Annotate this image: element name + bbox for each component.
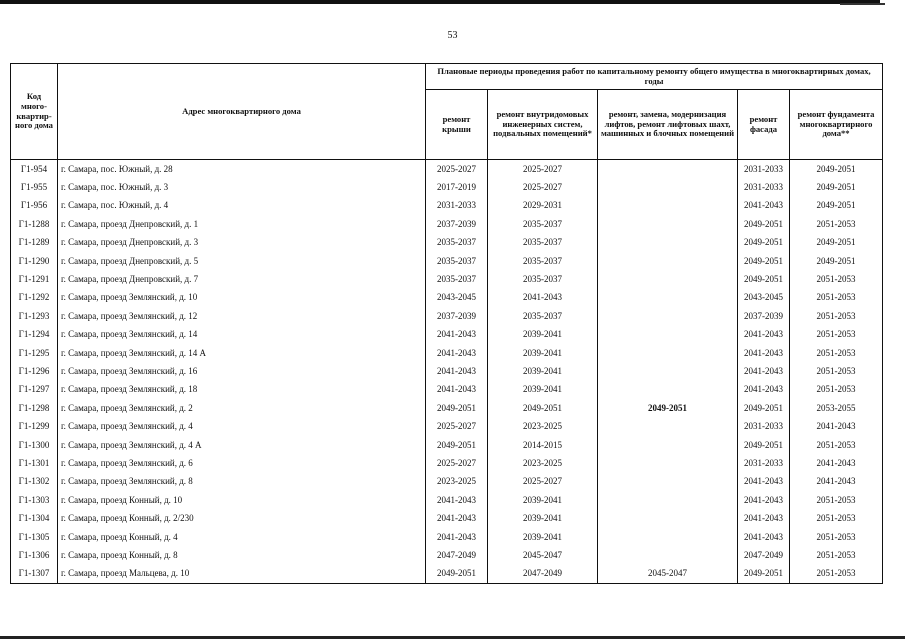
- row-address: г. Самара, проезд Днепровский, д. 1: [58, 215, 426, 233]
- row-roof: 2049-2051: [426, 436, 488, 454]
- row-foundation: 2049-2051: [790, 197, 883, 215]
- row-code: Г1-955: [11, 178, 58, 196]
- row-code: Г1-1305: [11, 528, 58, 546]
- row-foundation: 2049-2051: [790, 178, 883, 196]
- row-code: Г1-1301: [11, 454, 58, 472]
- row-foundation: 2051-2053: [790, 289, 883, 307]
- row-roof: 2031-2033: [426, 197, 488, 215]
- header-code: Код много-квартир-ного дома: [11, 64, 58, 160]
- row-internal: 2049-2051: [488, 399, 598, 417]
- row-lifts: [598, 509, 738, 527]
- row-lifts: [598, 546, 738, 564]
- row-address: г. Самара, проезд Днепровский, д. 5: [58, 252, 426, 270]
- row-facade: 2041-2043: [738, 509, 790, 527]
- row-lifts: [598, 381, 738, 399]
- table-row: [11, 289, 883, 307]
- row-address: г. Самара, пос. Южный, д. 3: [58, 178, 426, 196]
- row-internal: 2035-2037: [488, 215, 598, 233]
- row-facade: 2041-2043: [738, 344, 790, 362]
- row-roof: 2035-2037: [426, 252, 488, 270]
- row-facade: 2041-2043: [738, 381, 790, 399]
- row-facade: 2037-2039: [738, 307, 790, 325]
- row-foundation: 2051-2053: [790, 436, 883, 454]
- row-facade: 2041-2043: [738, 326, 790, 344]
- row-foundation: 2041-2043: [790, 417, 883, 435]
- header-roof: ремонт крыши: [426, 90, 488, 160]
- row-lifts: [598, 473, 738, 491]
- row-internal: 2039-2041: [488, 344, 598, 362]
- row-roof: 2017-2019: [426, 178, 488, 196]
- row-lifts: [598, 454, 738, 472]
- table-row: [11, 546, 883, 564]
- row-facade: 2031-2033: [738, 178, 790, 196]
- row-facade: 2041-2043: [738, 473, 790, 491]
- row-lifts: [598, 160, 738, 179]
- row-internal: 2014-2015: [488, 436, 598, 454]
- row-code: Г1-1307: [11, 565, 58, 584]
- row-address: г. Самара, проезд Землянский, д. 2: [58, 399, 426, 417]
- row-internal: 2035-2037: [488, 252, 598, 270]
- row-internal: 2029-2031: [488, 197, 598, 215]
- row-roof: 2037-2039: [426, 215, 488, 233]
- row-roof: 2041-2043: [426, 362, 488, 380]
- row-foundation: 2051-2053: [790, 215, 883, 233]
- row-roof: 2049-2051: [426, 399, 488, 417]
- table-body: [11, 160, 883, 584]
- row-address: г. Самара, проезд Конный, д. 2/230: [58, 509, 426, 527]
- row-roof: 2037-2039: [426, 307, 488, 325]
- row-lifts: [598, 197, 738, 215]
- row-lifts: [598, 270, 738, 288]
- header-foundation-text: ремонт фундамента многоквартирного дома**: [797, 108, 875, 139]
- row-roof: 2041-2043: [426, 326, 488, 344]
- row-foundation: 2051-2053: [790, 509, 883, 527]
- row-facade: 2049-2051: [738, 565, 790, 584]
- row-code: Г1-1296: [11, 362, 58, 380]
- page-number: 53: [447, 30, 458, 41]
- row-foundation: 2051-2053: [790, 270, 883, 288]
- row-address: г. Самара, проезд Землянский, д. 4 А: [58, 436, 426, 454]
- row-internal: 2039-2041: [488, 381, 598, 399]
- row-internal: 2047-2049: [488, 565, 598, 584]
- row-code: Г1-1293: [11, 307, 58, 325]
- row-lifts: [598, 289, 738, 307]
- row-roof: 2041-2043: [426, 491, 488, 509]
- row-code: Г1-956: [11, 197, 58, 215]
- top-rule-tail: [840, 3, 885, 5]
- row-lifts: [598, 491, 738, 509]
- row-internal: 2035-2037: [488, 234, 598, 252]
- table-row: [11, 215, 883, 233]
- row-lifts: [598, 307, 738, 325]
- table-row: [11, 270, 883, 288]
- table-row: [11, 509, 883, 527]
- row-address: г. Самара, проезд Мальцева, д. 10: [58, 565, 426, 584]
- row-code: Г1-1300: [11, 436, 58, 454]
- row-lifts: [598, 344, 738, 362]
- table-row: [11, 454, 883, 472]
- row-address: г. Самара, проезд Днепровский, д. 3: [58, 234, 426, 252]
- row-address: г. Самара, проезд Землянский, д. 16: [58, 362, 426, 380]
- row-foundation: 2049-2051: [790, 160, 883, 179]
- row-address: г. Самара, проезд Конный, д. 10: [58, 491, 426, 509]
- table-row: [11, 417, 883, 435]
- row-roof: 2049-2051: [426, 565, 488, 584]
- table-row: [11, 234, 883, 252]
- row-code: Г1-1288: [11, 215, 58, 233]
- row-foundation: 2049-2051: [790, 252, 883, 270]
- row-foundation: 2041-2043: [790, 473, 883, 491]
- header-internal-systems: ремонт внутридомовых инженерных систем, подвальных помещений*: [488, 90, 598, 160]
- table-row: [11, 160, 883, 179]
- row-roof: 2025-2027: [426, 417, 488, 435]
- row-address: г. Самара, пос. Южный, д. 28: [58, 160, 426, 179]
- row-facade: 2041-2043: [738, 362, 790, 380]
- header-periods-group: Плановые периоды проведения работ по капитальному ремонту общего имущества в многоквартирных домах, годы: [426, 64, 883, 90]
- row-foundation: 2049-2051: [790, 234, 883, 252]
- row-internal: 2039-2041: [488, 528, 598, 546]
- row-roof: 2025-2027: [426, 160, 488, 179]
- row-foundation: 2051-2053: [790, 546, 883, 564]
- table-row: [11, 565, 883, 584]
- row-lifts: [598, 252, 738, 270]
- row-roof: 2043-2045: [426, 289, 488, 307]
- header-facade: ремонт фасада: [738, 90, 790, 160]
- row-roof: 2047-2049: [426, 546, 488, 564]
- row-internal: 2023-2025: [488, 417, 598, 435]
- row-lifts: [598, 528, 738, 546]
- row-internal: 2039-2041: [488, 491, 598, 509]
- row-code: Г1-1304: [11, 509, 58, 527]
- row-internal: 2023-2025: [488, 454, 598, 472]
- row-roof: 2035-2037: [426, 234, 488, 252]
- row-address: г. Самара, проезд Землянский, д. 10: [58, 289, 426, 307]
- header-lifts: ремонт, замена, модернизация лифтов, ремонт лифтовых шахт, машинных и блочных помещений: [598, 90, 738, 160]
- row-facade: 2031-2033: [738, 160, 790, 179]
- row-roof: 2041-2043: [426, 528, 488, 546]
- top-rule: [0, 0, 880, 4]
- row-address: г. Самара, проезд Землянский, д. 4: [58, 417, 426, 435]
- row-internal: 2035-2037: [488, 307, 598, 325]
- row-foundation: 2051-2053: [790, 307, 883, 325]
- row-foundation: 2051-2053: [790, 344, 883, 362]
- row-foundation: 2053-2055: [790, 399, 883, 417]
- table-row: [11, 473, 883, 491]
- row-roof: 2035-2037: [426, 270, 488, 288]
- row-lifts: [598, 215, 738, 233]
- table-row: [11, 399, 883, 417]
- row-lifts: [598, 436, 738, 454]
- row-code: Г1-1295: [11, 344, 58, 362]
- row-internal: 2039-2041: [488, 326, 598, 344]
- row-facade: 2031-2033: [738, 417, 790, 435]
- table-row: [11, 436, 883, 454]
- row-foundation: 2041-2043: [790, 454, 883, 472]
- row-facade: 2049-2051: [738, 270, 790, 288]
- row-internal: 2025-2027: [488, 160, 598, 179]
- table-row: [11, 307, 883, 325]
- row-internal: 2025-2027: [488, 178, 598, 196]
- row-internal: 2045-2047: [488, 546, 598, 564]
- row-roof: 2023-2025: [426, 473, 488, 491]
- row-address: г. Самара, проезд Землянский, д. 14 А: [58, 344, 426, 362]
- row-address: г. Самара, проезд Землянский, д. 12: [58, 307, 426, 325]
- row-internal: 2039-2041: [488, 362, 598, 380]
- row-lifts: [598, 326, 738, 344]
- repair-schedule-table: [10, 63, 883, 584]
- row-internal: 2035-2037: [488, 270, 598, 288]
- row-facade: 2041-2043: [738, 528, 790, 546]
- table-row: [11, 491, 883, 509]
- table-row: [11, 197, 883, 215]
- row-facade: 2031-2033: [738, 454, 790, 472]
- row-code: Г1-1291: [11, 270, 58, 288]
- bottom-rule: [0, 636, 905, 639]
- table-row: [11, 528, 883, 546]
- row-code: Г1-1297: [11, 381, 58, 399]
- row-foundation: 2051-2053: [790, 362, 883, 380]
- row-internal: 2039-2041: [488, 509, 598, 527]
- row-address: г. Самара, проезд Конный, д. 4: [58, 528, 426, 546]
- row-lifts: 2045-2047: [598, 565, 738, 584]
- row-roof: 2041-2043: [426, 344, 488, 362]
- header-address: Адрес многоквартирного дома: [58, 64, 426, 160]
- header-foundation: [790, 90, 883, 160]
- row-facade: 2049-2051: [738, 399, 790, 417]
- row-code: Г1-1289: [11, 234, 58, 252]
- row-foundation: 2051-2053: [790, 381, 883, 399]
- row-code: Г1-1292: [11, 289, 58, 307]
- row-lifts: [598, 178, 738, 196]
- row-code: Г1-1294: [11, 326, 58, 344]
- row-facade: 2047-2049: [738, 546, 790, 564]
- row-address: г. Самара, проезд Землянский, д. 14: [58, 326, 426, 344]
- row-code: Г1-1290: [11, 252, 58, 270]
- table-row: [11, 178, 883, 196]
- row-lifts: [598, 362, 738, 380]
- row-internal: 2025-2027: [488, 473, 598, 491]
- row-lifts: [598, 234, 738, 252]
- row-facade: 2043-2045: [738, 289, 790, 307]
- row-code: Г1-1306: [11, 546, 58, 564]
- row-facade: 2049-2051: [738, 436, 790, 454]
- row-foundation: 2051-2053: [790, 326, 883, 344]
- row-code: Г1-954: [11, 160, 58, 179]
- row-facade: 2049-2051: [738, 215, 790, 233]
- row-address: г. Самара, проезд Землянский, д. 6: [58, 454, 426, 472]
- row-address: г. Самара, проезд Конный, д. 8: [58, 546, 426, 564]
- row-foundation: 2051-2053: [790, 565, 883, 584]
- row-facade: 2049-2051: [738, 252, 790, 270]
- row-address: г. Самара, проезд Землянский, д. 18: [58, 381, 426, 399]
- row-roof: 2025-2027: [426, 454, 488, 472]
- table-row: [11, 381, 883, 399]
- row-lifts: 2049-2051: [598, 399, 738, 417]
- table-row: [11, 326, 883, 344]
- table-row: [11, 362, 883, 380]
- row-code: Г1-1302: [11, 473, 58, 491]
- row-foundation: 2051-2053: [790, 491, 883, 509]
- table-row: [11, 252, 883, 270]
- row-facade: 2041-2043: [738, 197, 790, 215]
- table-row: [11, 344, 883, 362]
- row-foundation: 2051-2053: [790, 528, 883, 546]
- row-code: Г1-1299: [11, 417, 58, 435]
- row-facade: 2041-2043: [738, 491, 790, 509]
- row-roof: 2041-2043: [426, 509, 488, 527]
- row-address: г. Самара, проезд Землянский, д. 8: [58, 473, 426, 491]
- row-lifts: [598, 417, 738, 435]
- row-code: Г1-1298: [11, 399, 58, 417]
- row-facade: 2049-2051: [738, 234, 790, 252]
- row-code: Г1-1303: [11, 491, 58, 509]
- row-roof: 2041-2043: [426, 381, 488, 399]
- row-internal: 2041-2043: [488, 289, 598, 307]
- row-address: г. Самара, проезд Днепровский, д. 7: [58, 270, 426, 288]
- row-address: г. Самара, пос. Южный, д. 4: [58, 197, 426, 215]
